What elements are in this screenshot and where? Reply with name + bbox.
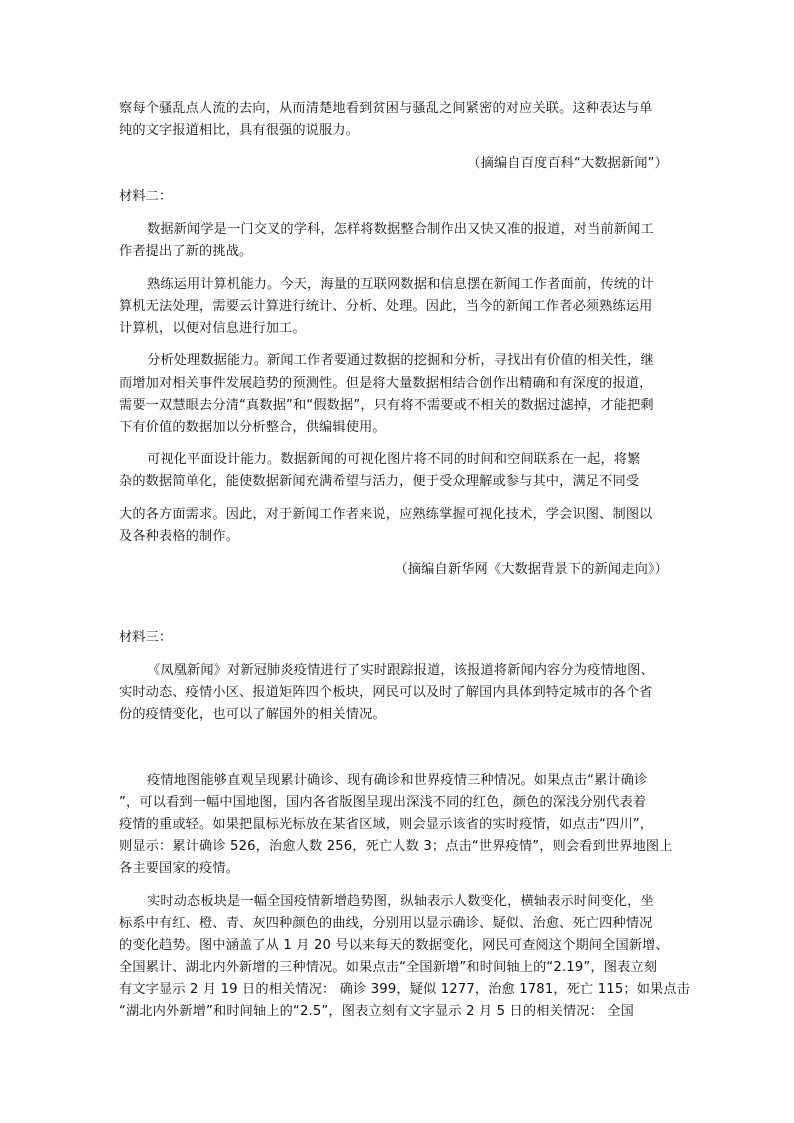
paragraph-line: 分析处理数据能力。新闻工作者要通过数据的挖掘和分析，寻找出有价值的相关性，继 [147, 353, 654, 368]
paragraph-line: ”，可以看到一幅中国地图，国内各省版图呈现出深浅不同的红色，颜色的深浅分别代表着 [119, 795, 647, 810]
paragraph-line: 及各种表格的制作。 [119, 529, 240, 544]
paragraph-line: 纯的文字报道相比，具有很强的说服力。 [119, 123, 360, 138]
paragraph-line: 则显示：累计确诊 526，治愈人数 256，死亡人数 3；点击“世界疫情”，则会看到世界地图上 [119, 839, 673, 854]
paragraph-line: 下有价值的数据加以分析整合，供编辑使用。 [119, 420, 386, 435]
paragraph-line: 疫情的重或轻。如果把鼠标光标放在某省区域，则会显示该省的实时疫情，如点击“四川”， [119, 817, 654, 832]
paragraph-line: 可视化平面设计能力。数据新闻的可视化图片将不同的时间和空间联系在一起，将繁 [147, 452, 641, 467]
paragraph-line: 的变化趋势。图中涵盖了从 1 月 20 号以来每天的数据变化，网民可查阅这个期间全国新增、 [119, 938, 669, 953]
paragraph-line: 实时动态、疫情小区、报道矩阵四个板块，网民可以及时了解国内具体到特定城市的各个省 [119, 685, 653, 700]
paragraph-line: 作者提出了新的挑战。 [119, 244, 253, 259]
paragraph-line: 计算机，以便对信息进行加工。 [119, 321, 306, 336]
paragraph-line: 实时动态板块是一幅全国疫情新增趋势图，纵轴表示人数变化，横轴表示时间变化，坐 [147, 894, 654, 909]
paragraph-line: 数据新闻学是一门交叉的学科，怎样将数据整合制作出又快又准的报道，对当前新闻工 [147, 222, 654, 237]
paragraph-line: 各主要国家的疫情。 [119, 861, 240, 876]
section-heading: 材料二： [119, 189, 173, 204]
paragraph-line: 大的各方面需求。因此，对于新闻工作者来说，应熟练掌握可视化技术，学会识图、制图以 [119, 507, 653, 522]
paragraph-line: 熟练运用计算机能力。今天，海量的互联网数据和信息摆在新闻工作者面前，传统的计 [147, 277, 654, 292]
paragraph-line: 标系中有红、橙、青、灰四种颜色的曲线，分别用以显示确诊、疑似、治愈、死亡四种情况 [119, 916, 653, 931]
paragraph-line: 察每个骚乱点人流的去向，从而清楚地看到贫困与骚乱之间紧密的对应关联。这种表达与单 [119, 101, 653, 116]
section-heading: 材料三： [119, 630, 173, 645]
paragraph-line: 疫情地图能够直观呈现累计确诊、现有确诊和世界疫情三种情况。如果点击“累计确诊 [147, 773, 648, 788]
paragraph-line: 杂的数据简单化，能使数据新闻充满希望与活力，便于受众理解或参与其中，满足不同受 [119, 474, 640, 489]
paragraph-line: 有文字显示 2 月 19 日的相关情况： 确诊 399，疑似 1277，治愈 1781，死亡 115；如果点击 [119, 982, 691, 997]
source-citation: （摘编自新华网《大数据背景下的新闻走向》） [394, 562, 668, 577]
source-citation: （摘编自百度百科“大数据新闻”） [467, 156, 668, 171]
paragraph-line: 算机无法处理，需要云计算进行统计、分析、处理。因此，当今的新闻工作者必须熟练运用 [119, 299, 653, 314]
paragraph-line: “湖北内外新增”和时间轴上的“2.5”，图表立刻有文字显示 2 月 5 日的相关情况： 全国 [119, 1004, 634, 1019]
paragraph-line: 《凤凰新闻》对新冠肺炎疫情进行了实时跟踪报道，该报道将新闻内容分为疫情地图、 [147, 663, 654, 678]
paragraph-line: 而增加对相关事件发展趋势的预测性。但是将大量数据相结合创作出精确和有深度的报道， [119, 376, 653, 391]
paragraph-line: 份的疫情变化，也可以了解国外的相关情况。 [119, 707, 386, 722]
paragraph-line: 全国累计、湖北内外新增的三种情况。如果点击“全国新增”和时间轴上的“2.19”，图表立刻 [119, 960, 658, 975]
paragraph-line: 需要一双慧眼去分清“真数据”和“假数据”，只有将不需要或不相关的数据过滤掉，才能把剩 [119, 398, 654, 413]
